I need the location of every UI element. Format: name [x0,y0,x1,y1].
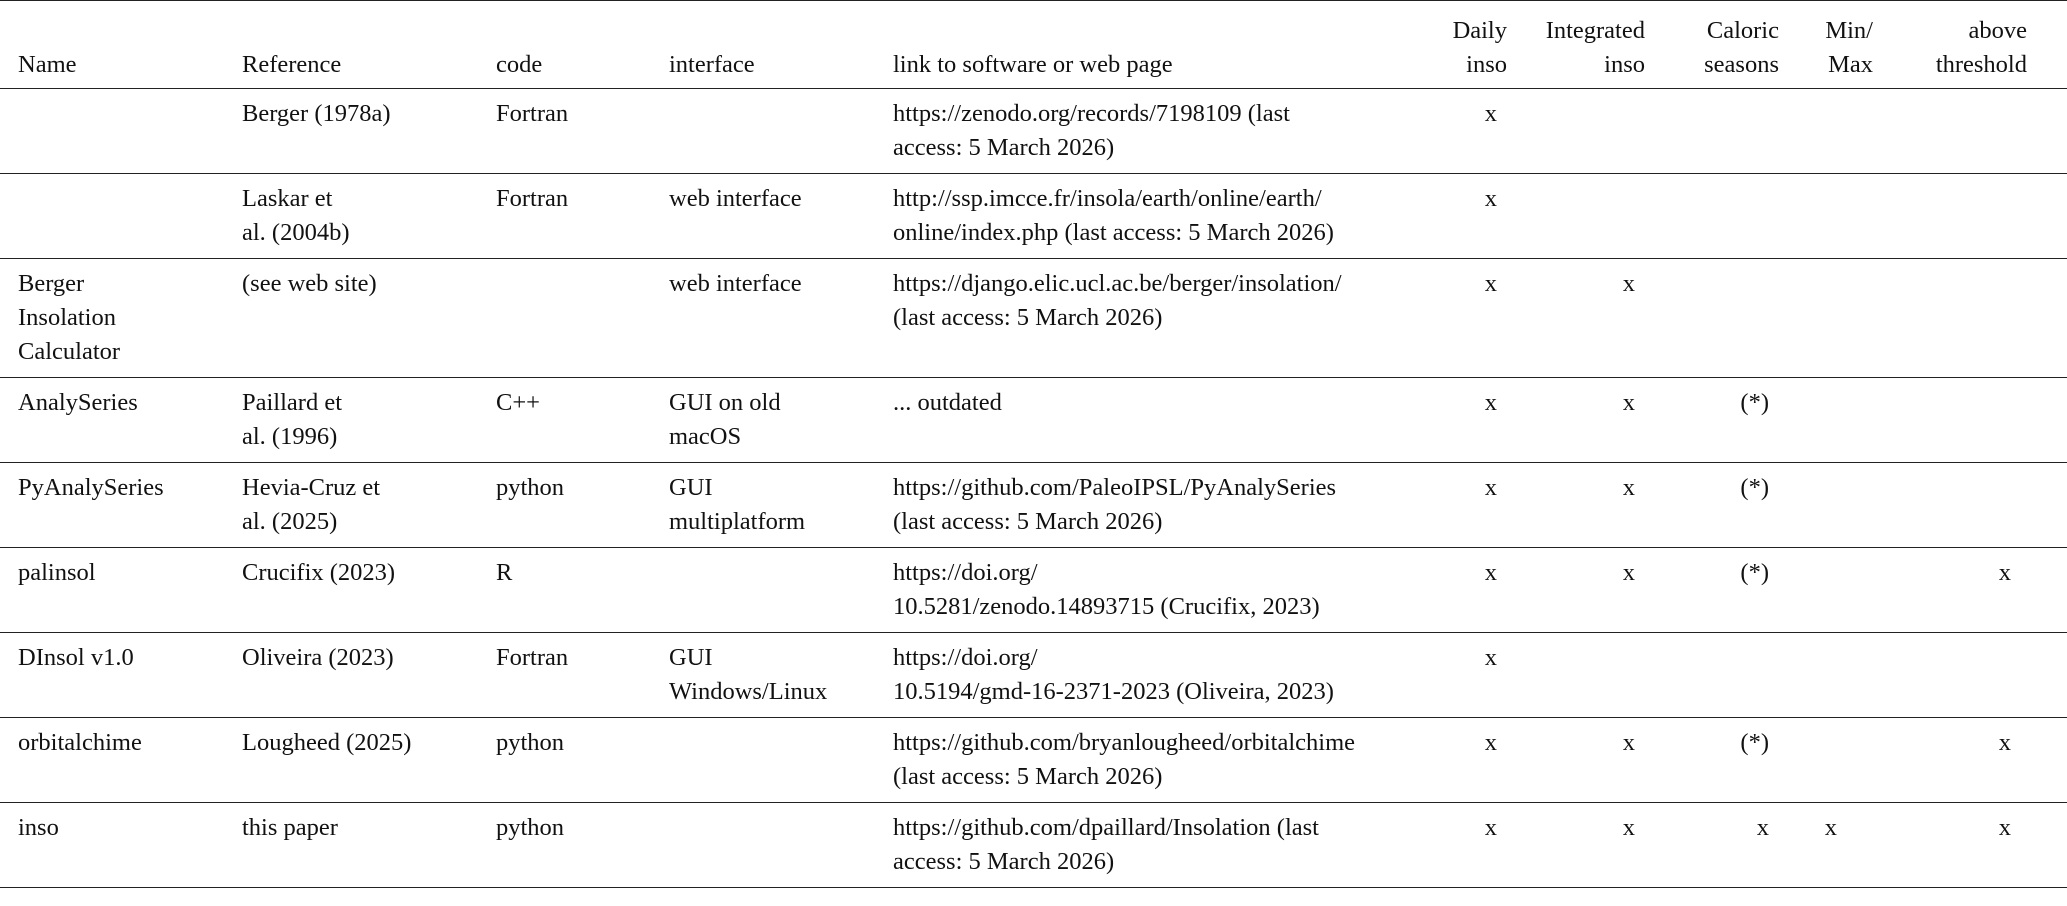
cell-minmax [1779,463,1873,548]
header-reference: Reference [242,51,342,78]
cell-threshold [1873,378,2067,463]
cell-line: online/index.php (last access: 5 March 2026) [893,219,1334,246]
cell-line: Insolation [18,304,116,331]
table-row [0,718,2067,803]
cell-threshold: x [1998,814,2011,841]
cell-caloric [1645,633,1779,718]
header-above-threshold: above threshold [1935,17,2027,78]
cell-line: https://github.com/bryanlougheed/orbitalchime [893,729,1356,756]
cell-minmax [1779,718,1873,803]
cell-threshold [1873,463,2067,548]
header-integrated-inso: Integrated inso [1545,17,1645,78]
cell-line: (see web site) [242,270,377,297]
cell-caloric: (*) [1740,729,1769,756]
cell-threshold [1873,174,2067,259]
cell-line: 10.5281/zenodo.14893715 (Crucifix, 2023) [893,593,1320,620]
cell-line: Fortran [496,644,569,671]
cell-daily: x [1484,100,1497,127]
header-row [0,1,2067,89]
cell-caloric: (*) [1740,389,1769,416]
cell-link [893,259,1413,378]
cell-line: al. (1996) [242,423,338,450]
cell-line: Fortran [496,100,569,127]
cell-caloric [1645,259,1779,378]
cell-daily: x [1484,559,1497,586]
cell-line: https://zenodo.org/records/7198109 (last [893,100,1290,127]
table-header [0,1,2067,89]
cell-code [496,633,669,718]
cell-code [496,89,669,174]
cell-reference [242,463,496,548]
cell-name [0,259,242,378]
header-link: link to software or web page [893,51,1173,78]
cell-link [893,548,1413,633]
cell-minmax: x [1824,814,1837,841]
cell-minmax [1779,259,1873,378]
cell-daily: x [1484,474,1497,501]
cell-line: https://django.elic.ucl.ac.be/berger/insolation/ [893,270,1342,297]
cell-line: https://github.com/PaleoIPSL/PyAnalySeries [893,474,1337,501]
cell-line: (last access: 5 March 2026) [893,763,1163,790]
cell-integrated: x [1622,474,1635,501]
cell-line: GUI [669,644,713,671]
cell-reference [242,803,496,888]
cell-minmax [1779,174,1873,259]
cell-line: Berger (1978a) [242,100,391,127]
cell-line: web interface [669,270,802,297]
table-row [0,259,2067,378]
cell-line: Windows/Linux [669,678,828,705]
cell-line: Berger [18,270,85,297]
cell-code [496,174,669,259]
cell-interface [669,718,893,803]
cell-daily: x [1484,389,1497,416]
cell-line: AnalySeries [18,389,138,416]
cell-line: Crucifix (2023) [242,559,396,586]
cell-line: http://ssp.imcce.fr/insola/earth/online/earth/ [893,185,1322,212]
cell-line: python [496,474,565,501]
cell-interface [669,803,893,888]
header-caloric-seasons: Caloric seasons [1704,17,1779,78]
table-row [0,803,2067,888]
cell-interface [669,378,893,463]
cell-line: Oliveira (2023) [242,644,394,671]
cell-line: PyAnalySeries [18,474,164,501]
cell-daily: x [1484,270,1497,297]
cell-line: https://doi.org/ [893,644,1038,671]
cell-interface [669,259,893,378]
cell-reference [242,548,496,633]
cell-interface [669,89,893,174]
cell-link [893,633,1413,718]
cell-line: Hevia-Cruz et [242,474,381,501]
cell-name [0,718,242,803]
cell-daily: x [1484,185,1497,212]
cell-integrated: x [1622,559,1635,586]
cell-threshold [1873,89,2067,174]
header-daily-inso: Daily inso [1452,17,1507,78]
cell-name [0,378,242,463]
cell-line: 10.5194/gmd-16-2371-2023 (Oliveira, 2023) [893,678,1334,705]
cell-minmax [1779,548,1873,633]
table-row [0,89,2067,174]
cell-caloric: (*) [1740,474,1769,501]
cell-interface [669,548,893,633]
cell-line: this paper [242,814,338,841]
cell-code [496,259,669,378]
cell-reference [242,259,496,378]
cell-line: (last access: 5 March 2026) [893,508,1163,535]
cell-name [0,463,242,548]
cell-daily: x [1484,814,1497,841]
cell-link [893,378,1413,463]
cell-code [496,803,669,888]
cell-reference [242,89,496,174]
table-row [0,174,2067,259]
cell-line: al. (2004b) [242,219,350,246]
cell-threshold: x [1998,559,2011,586]
cell-line: GUI [669,474,713,501]
cell-caloric [1645,174,1779,259]
cell-daily: x [1484,644,1497,671]
cell-integrated [1507,174,1645,259]
cell-name [0,548,242,633]
cell-line: GUI on old [669,389,781,416]
cell-link [893,803,1413,888]
cell-integrated: x [1622,814,1635,841]
cell-integrated: x [1622,389,1635,416]
cell-link [893,89,1413,174]
cell-line: Lougheed (2025) [242,729,412,756]
cell-minmax [1779,378,1873,463]
cell-line: access: 5 March 2026) [893,134,1115,161]
cell-line: web interface [669,185,802,212]
cell-line: Laskar et [242,185,333,212]
cell-line: https://github.com/dpaillard/Insolation (last [893,814,1319,841]
cell-line: R [496,559,513,586]
cell-integrated: x [1622,729,1635,756]
cell-line: macOS [669,423,742,450]
cell-threshold [1873,259,2067,378]
table-body [0,89,2067,888]
cell-line: C++ [496,389,540,416]
cell-line: DInsol v1.0 [18,644,134,671]
table-row [0,463,2067,548]
cell-interface [669,463,893,548]
cell-line: inso [18,814,59,841]
cell-caloric: x [1756,814,1769,841]
cell-code [496,548,669,633]
cell-integrated [1507,89,1645,174]
cell-reference [242,718,496,803]
cell-minmax [1779,89,1873,174]
cell-name [0,89,242,174]
table-row [0,633,2067,718]
cell-threshold: x [1998,729,2011,756]
cell-code [496,378,669,463]
cell-caloric [1645,89,1779,174]
cell-minmax [1779,633,1873,718]
cell-line: python [496,814,565,841]
cell-reference [242,174,496,259]
cell-name [0,803,242,888]
cell-line: palinsol [18,559,96,586]
cell-line: multiplatform [669,508,806,535]
header-name: Name [18,51,77,78]
cell-line: al. (2025) [242,508,338,535]
cell-integrated [1507,633,1645,718]
table-row [0,548,2067,633]
cell-name [0,174,242,259]
cell-line: ... outdated [893,389,1002,416]
table-row [0,378,2067,463]
cell-line: python [496,729,565,756]
cell-line: orbitalchime [18,729,142,756]
cell-reference [242,633,496,718]
cell-line: https://doi.org/ [893,559,1038,586]
cell-reference [242,378,496,463]
cell-link [893,718,1413,803]
cell-line: Calculator [18,338,121,365]
cell-line: (last access: 5 March 2026) [893,304,1163,331]
cell-interface [669,174,893,259]
cell-code [496,463,669,548]
cell-line: Paillard et [242,389,343,416]
header-code: code [496,51,543,78]
cell-daily: x [1484,729,1497,756]
cell-line: access: 5 March 2026) [893,848,1115,875]
cell-name [0,633,242,718]
cell-threshold [1873,633,2067,718]
cell-caloric: (*) [1740,559,1769,586]
cell-integrated: x [1622,270,1635,297]
cell-link [893,174,1413,259]
cell-link [893,463,1413,548]
cell-line: Fortran [496,185,569,212]
header-min-max: Min/ Max [1825,17,1873,78]
cell-interface [669,633,893,718]
cell-code [496,718,669,803]
header-interface: interface [669,51,755,78]
